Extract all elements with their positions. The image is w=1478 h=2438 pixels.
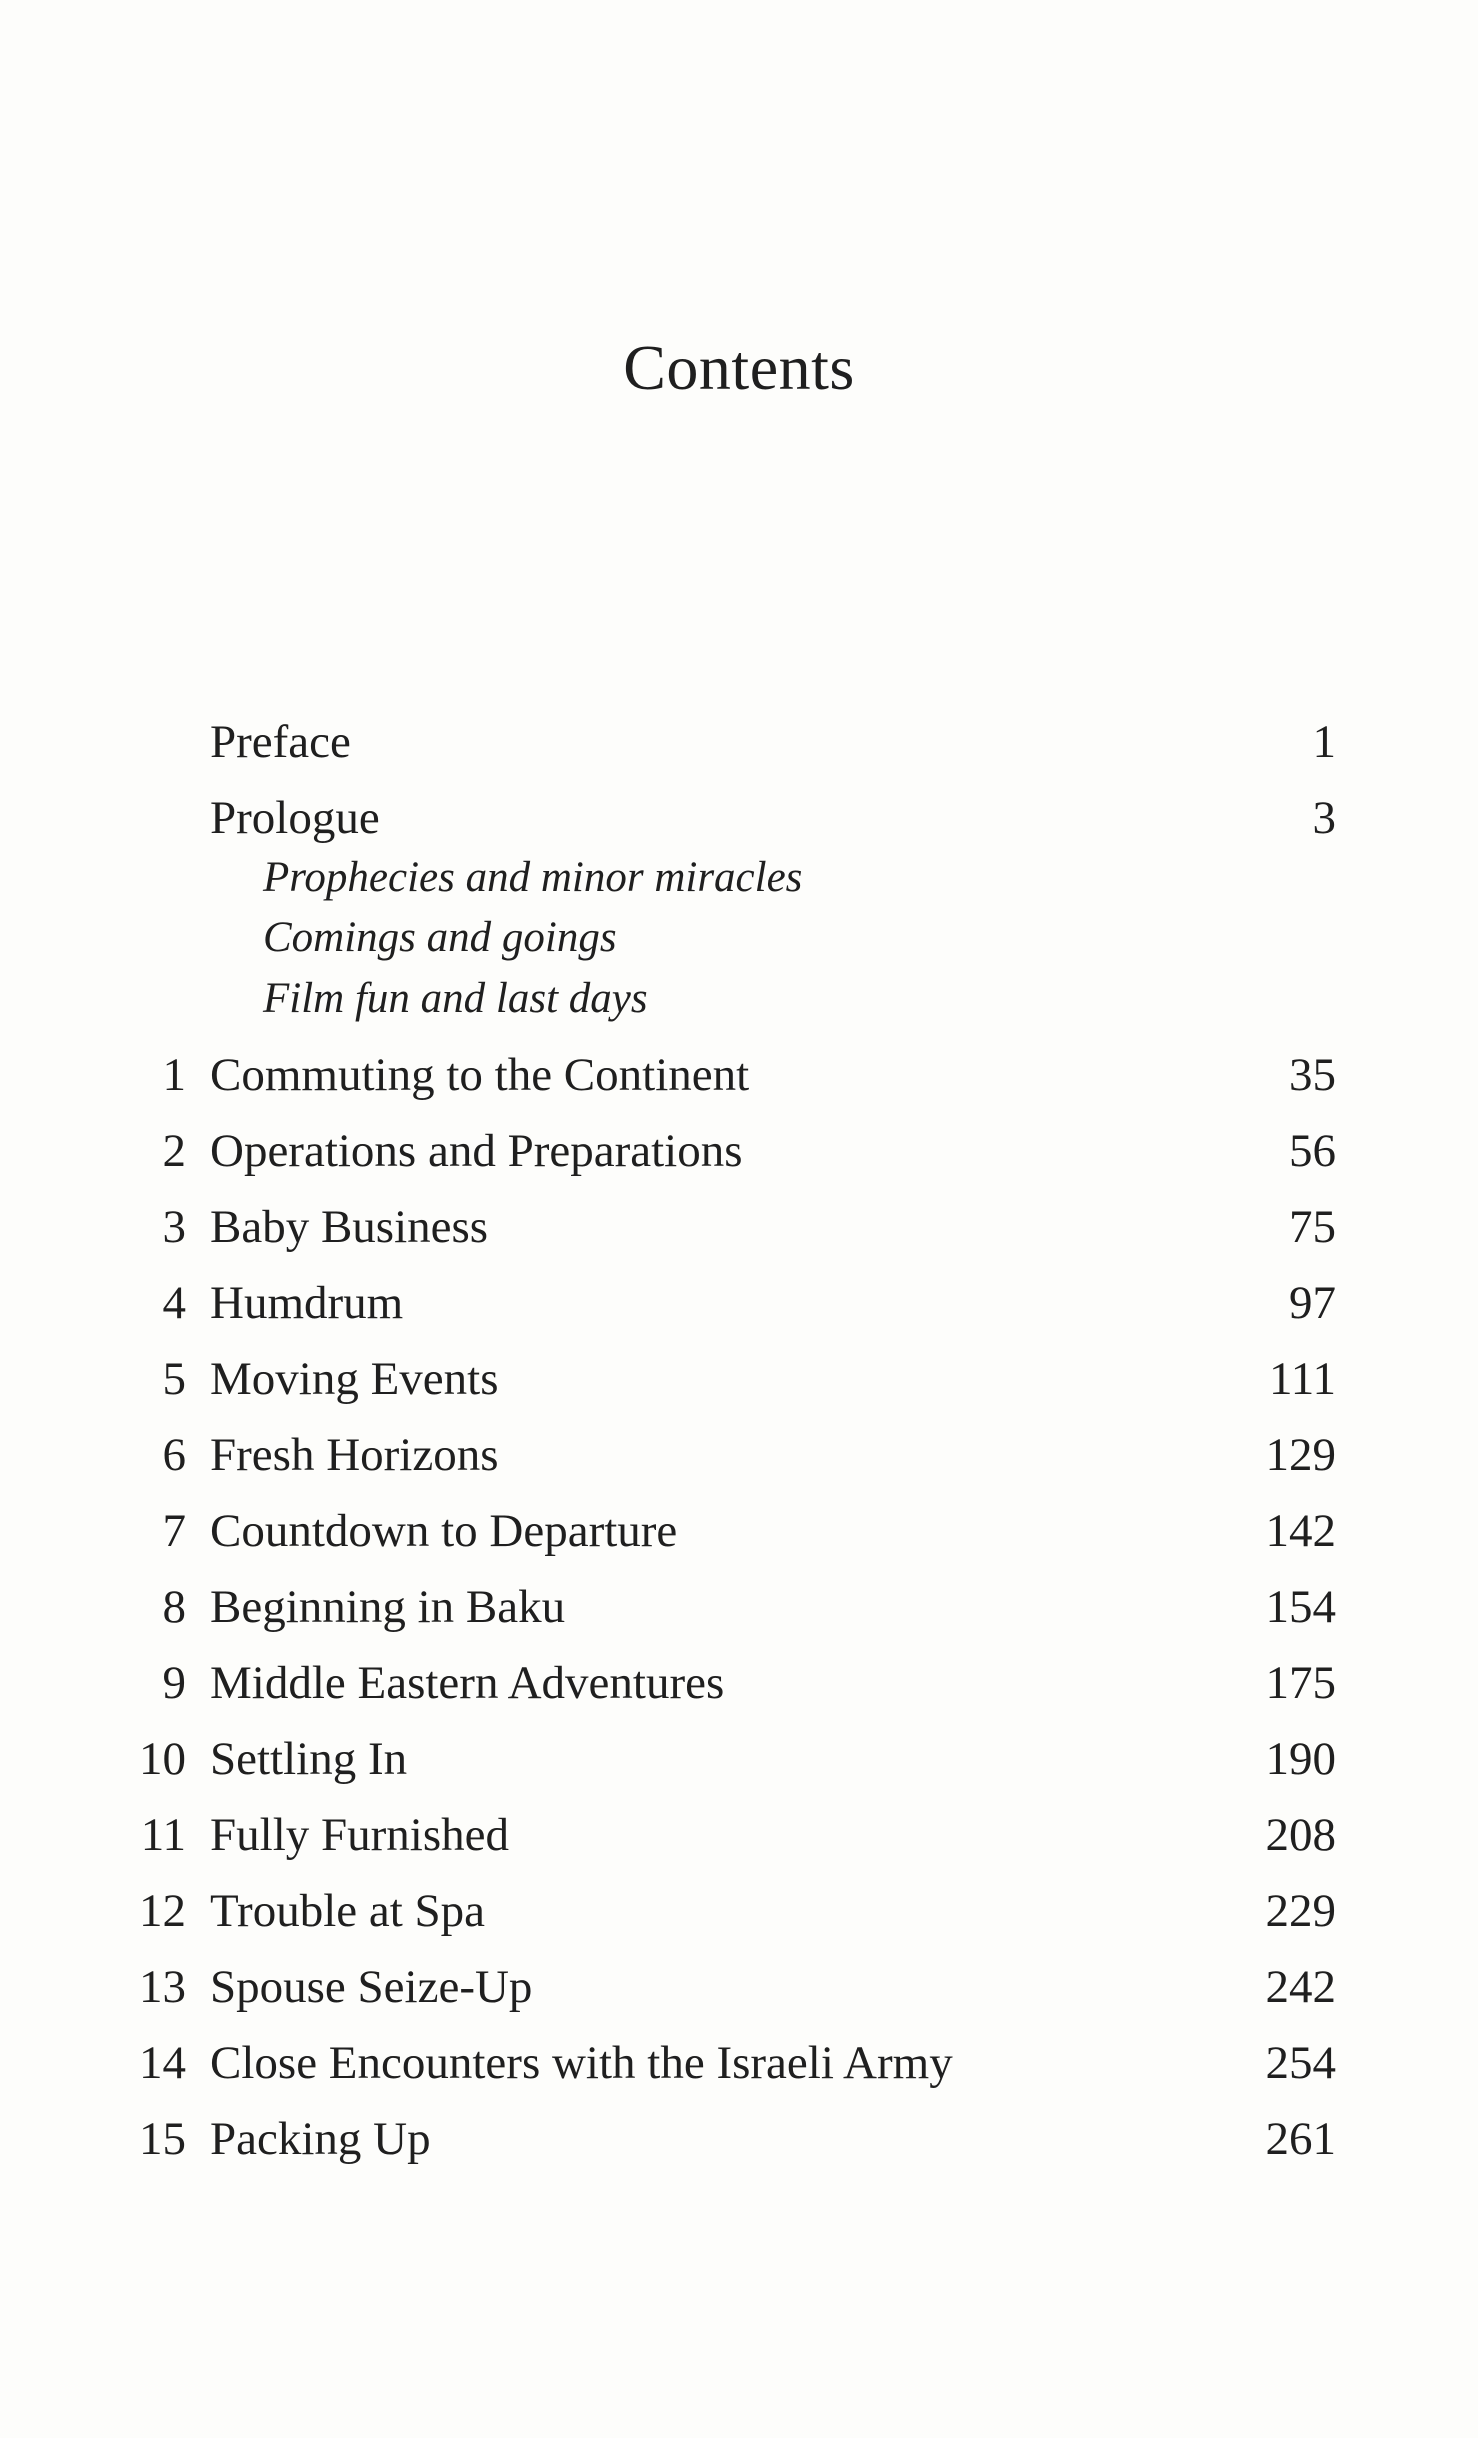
toc-chapter-row bbox=[0, 2025, 1478, 2101]
chapter-page-number: 97 bbox=[1289, 1277, 1336, 1329]
chapter-page-number: 56 bbox=[1289, 1125, 1336, 1177]
toc-chapter-row bbox=[0, 1569, 1478, 1645]
chapter-title: Humdrum bbox=[210, 1277, 404, 1329]
entry-title: Prologue bbox=[210, 792, 380, 844]
toc-chapter-row bbox=[0, 1113, 1478, 1189]
chapter-title: Beginning in Baku bbox=[210, 1581, 566, 1633]
chapter-number: 7 bbox=[162, 1505, 186, 1557]
toc-chapter-row bbox=[0, 1721, 1478, 1797]
chapter-title: Moving Events bbox=[210, 1353, 499, 1405]
chapter-number: 9 bbox=[162, 1657, 186, 1709]
chapter-number: 12 bbox=[139, 1885, 186, 1937]
chapter-number: 11 bbox=[140, 1809, 186, 1861]
prologue-subsection: Film fun and last days bbox=[263, 975, 648, 1022]
chapter-title: Packing Up bbox=[210, 2113, 431, 2165]
toc-chapter-row bbox=[0, 1037, 1478, 1113]
chapter-number: 15 bbox=[139, 2113, 186, 2165]
chapter-title: Commuting to the Continent bbox=[210, 1049, 750, 1101]
chapter-number: 10 bbox=[139, 1733, 186, 1785]
chapter-title: Middle Eastern Adventures bbox=[210, 1657, 725, 1709]
toc-entry-prologue bbox=[0, 780, 1478, 856]
chapter-page-number: 229 bbox=[1265, 1885, 1336, 1937]
chapter-page-number: 208 bbox=[1265, 1809, 1336, 1861]
chapter-title: Fresh Horizons bbox=[210, 1429, 499, 1481]
toc-chapter-row bbox=[0, 1949, 1478, 2025]
prologue-subsection: Comings and goings bbox=[263, 914, 617, 961]
chapter-title: Close Encounters with the Israeli Army bbox=[210, 2037, 953, 2089]
chapter-number: 8 bbox=[162, 1581, 186, 1633]
entry-page-number: 1 bbox=[1312, 716, 1336, 768]
chapter-page-number: 254 bbox=[1265, 2037, 1336, 2089]
chapter-number: 14 bbox=[139, 2037, 186, 2089]
chapter-title: Trouble at Spa bbox=[210, 1885, 486, 1937]
chapter-number: 6 bbox=[162, 1429, 186, 1481]
chapter-number: 13 bbox=[139, 1961, 186, 2013]
entry-page-number: 3 bbox=[1312, 792, 1336, 844]
toc-chapter-row bbox=[0, 1797, 1478, 1873]
chapter-title: Operations and Preparations bbox=[210, 1125, 743, 1177]
toc-chapter-row bbox=[0, 1417, 1478, 1493]
toc-chapter-row bbox=[0, 1645, 1478, 1721]
toc-chapter-row bbox=[0, 1189, 1478, 1265]
chapter-page-number: 111 bbox=[1268, 1353, 1336, 1405]
chapter-number: 4 bbox=[162, 1277, 186, 1329]
toc-chapter-row bbox=[0, 1265, 1478, 1341]
chapter-number: 5 bbox=[162, 1353, 186, 1405]
chapter-page-number: 190 bbox=[1265, 1733, 1336, 1785]
chapter-title: Fully Furnished bbox=[210, 1809, 510, 1861]
chapter-title: Countdown to Departure bbox=[210, 1505, 678, 1557]
chapter-number: 2 bbox=[162, 1125, 186, 1177]
chapter-title: Baby Business bbox=[210, 1201, 489, 1253]
chapter-page-number: 75 bbox=[1289, 1201, 1336, 1253]
chapter-page-number: 242 bbox=[1265, 1961, 1336, 2013]
chapter-page-number: 154 bbox=[1265, 1581, 1336, 1633]
chapter-page-number: 261 bbox=[1265, 2113, 1336, 2165]
page-title: Contents bbox=[623, 332, 855, 403]
chapter-page-number: 142 bbox=[1265, 1505, 1336, 1557]
chapter-title: Spouse Seize-Up bbox=[210, 1961, 533, 2013]
toc-chapter-row bbox=[0, 1341, 1478, 1417]
chapter-number: 3 bbox=[162, 1201, 186, 1253]
chapter-number: 1 bbox=[162, 1049, 186, 1101]
prologue-subsection: Prophecies and minor miracles bbox=[263, 854, 803, 901]
chapter-page-number: 129 bbox=[1265, 1429, 1336, 1481]
toc-chapter-row bbox=[0, 2101, 1478, 2177]
toc-chapter-row bbox=[0, 1873, 1478, 1949]
entry-title: Preface bbox=[210, 716, 351, 768]
chapter-page-number: 35 bbox=[1289, 1049, 1336, 1101]
chapter-title: Settling In bbox=[210, 1733, 408, 1785]
toc-chapter-row bbox=[0, 1493, 1478, 1569]
toc-entry-preface bbox=[0, 704, 1478, 780]
chapter-page-number: 175 bbox=[1265, 1657, 1336, 1709]
